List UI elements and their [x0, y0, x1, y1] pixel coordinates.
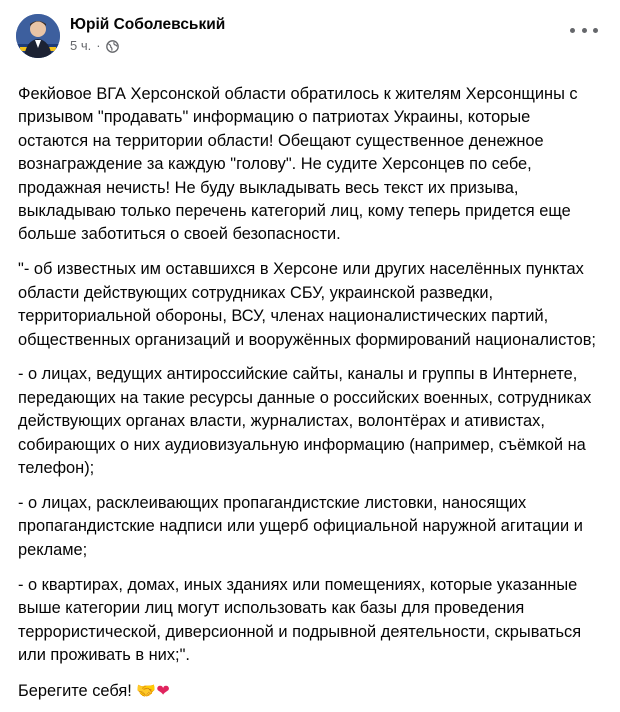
post-paragraph: - о лицах, расклеивающих пропагандистские листовки, наносящих пропагандистские надписи или ущерб официальной наружной агитации и рекламе;: [18, 494, 583, 559]
post-closing: [18, 679, 596, 703]
post-paragraph: - о лицах, ведущих антироссийские сайты, каналы и группы в Интернете, передающих на такие ресурсы данные о российских военных, сотрудниках действующих органах власти, журналистах, волонтёрах и ативистах, собирающих о них аудиовизуальную информацию (например, съёмкой на телефон);: [18, 365, 592, 478]
post-paragraph: Фекйовое ВГА Херсонской области обратилось к жителям Херсонщины с призывом "продавать" информацию о патриотах Украины, которые остаются на территории области! Обещают существенное денежное вознаграждение за каждую "голову". Не судите Херсонцев по себе, продажная нечисть! Не буду выкладывать весь текст их призыва, выкладываю только перечень категорий лиц, кому теперь придется еще больше заботиться о своей безопасности.: [18, 85, 578, 244]
post-body: [16, 83, 604, 703]
more-options-icon[interactable]: [570, 20, 598, 40]
heart-emoji-icon: ❤: [156, 680, 170, 700]
post-paragraph: "- об известных им оставшихся в Херсоне или других населённых пунктах области действующих сотрудниках СБУ, украинской разведки, территориальной обороны, ВСУ, членах националистических партий, общественных организаций и вооружённых формирований националистов;: [18, 260, 596, 349]
author-name[interactable]: Юрій Соболевський: [70, 16, 226, 33]
handshake-emoji-icon: 🤝: [136, 680, 157, 700]
post-time[interactable]: 5 ч.: [70, 38, 92, 53]
closing-text: Берегите себя!: [18, 681, 132, 700]
post-meta: [70, 12, 225, 55]
author-avatar[interactable]: [16, 14, 60, 58]
globe-icon[interactable]: [106, 40, 119, 53]
post-header: [16, 12, 604, 72]
meta-separator: ·: [96, 38, 101, 53]
post-paragraph: - о квартирах, домах, иных зданиях или помещениях, которые указанные выше категории лиц могут использовать как базы для проведения террористической, диверсионной и подрывной деятельности, скрываться или проживать в них;".: [18, 575, 582, 664]
ukraine-flag-icon: [171, 684, 191, 698]
avatar-photo-icon: [16, 14, 60, 58]
post-subline: [70, 37, 225, 55]
